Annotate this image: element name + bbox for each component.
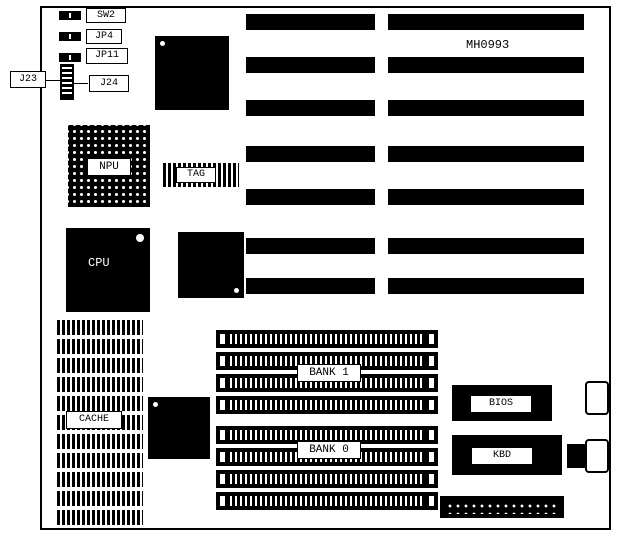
bank1-label: BANK 1 <box>297 364 361 382</box>
chipset-chip-top <box>155 36 229 110</box>
expansion-slot <box>246 278 375 294</box>
cache-chip-row <box>55 453 143 468</box>
simm-socket[interactable] <box>216 396 438 414</box>
j23-label[interactable]: J23 <box>10 71 46 88</box>
expansion-slot <box>388 278 584 294</box>
chipset-chip-bottom <box>148 397 210 459</box>
cpu-label: CPU <box>88 256 110 270</box>
expansion-slot <box>388 57 584 73</box>
expansion-slot <box>246 14 375 30</box>
cache-chip-row <box>55 339 143 354</box>
keyboard-connector-body <box>567 444 587 468</box>
cache-chip-row <box>55 510 143 525</box>
expansion-slot <box>246 238 375 254</box>
expansion-slot <box>246 57 375 73</box>
chipset-chip-mid <box>178 232 244 298</box>
j23-leader-line <box>46 80 60 81</box>
expansion-slot <box>246 189 375 205</box>
cache-chip-row <box>55 434 143 449</box>
cache-chip-row <box>55 491 143 506</box>
cache-chip-row <box>55 320 143 335</box>
expansion-slot <box>246 100 375 116</box>
simm-socket[interactable] <box>216 492 438 510</box>
jp11-pins[interactable] <box>59 53 81 62</box>
sw2-pins[interactable] <box>59 11 81 20</box>
board-part-number: MH0993 <box>466 38 510 52</box>
sw2-label[interactable]: SW2 <box>86 8 126 23</box>
io-header-connector[interactable] <box>440 496 564 518</box>
power-connector <box>585 381 609 415</box>
expansion-slot <box>388 189 584 205</box>
simm-socket[interactable] <box>216 330 438 348</box>
cache-chip-row <box>55 358 143 373</box>
bank0-label: BANK 0 <box>297 441 361 459</box>
expansion-slot <box>388 100 584 116</box>
cpu-pin1-marker <box>136 234 144 242</box>
expansion-slot <box>246 146 375 162</box>
expansion-slot <box>388 146 584 162</box>
jp4-pins[interactable] <box>59 32 81 41</box>
expansion-slot <box>388 238 584 254</box>
bios-label: BIOS <box>470 395 532 413</box>
kbd-label: KBD <box>471 447 533 465</box>
j24-label[interactable]: J24 <box>89 75 129 92</box>
cache-label: CACHE <box>66 411 122 429</box>
keyboard-din-connector <box>585 439 609 473</box>
simm-socket[interactable] <box>216 470 438 488</box>
cache-chip-row <box>55 396 143 411</box>
tag-label: TAG <box>176 167 216 183</box>
jp11-label[interactable]: JP11 <box>86 48 128 64</box>
expansion-slot <box>388 14 584 30</box>
cache-chip-row <box>55 377 143 392</box>
jp4-label[interactable]: JP4 <box>86 29 122 44</box>
npu-label: NPU <box>87 158 131 176</box>
cache-chip-row <box>55 472 143 487</box>
j24-leader-line <box>74 83 88 84</box>
